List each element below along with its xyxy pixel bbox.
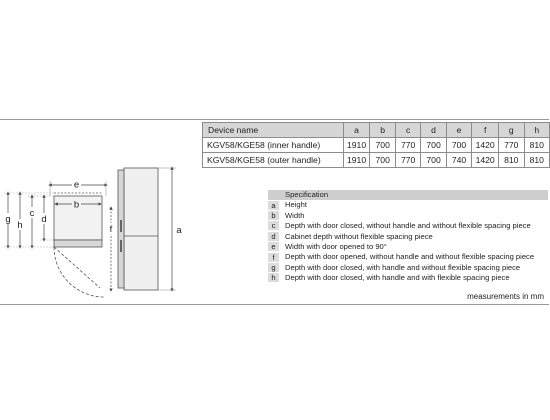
label-h: h: [17, 220, 23, 231]
door-swing-arc: [54, 247, 104, 297]
cell-b: 700: [370, 138, 395, 153]
legend-key: c: [268, 221, 279, 230]
label-f: f: [109, 224, 113, 235]
header-h: h: [524, 123, 550, 138]
legend-key: f: [268, 253, 279, 262]
header-f: f: [472, 123, 499, 138]
cell-a: 1910: [343, 153, 370, 168]
dimension-table: [202, 122, 550, 168]
cell-a: 1910: [343, 138, 370, 153]
legend-text: Depth with door closed, without handle and without flexible spacing piece: [285, 221, 531, 231]
header-c: c: [395, 123, 420, 138]
units-note: measurements in mm: [467, 292, 544, 301]
label-d: d: [41, 214, 47, 225]
specification-title: Specification: [268, 190, 548, 200]
specification-legend: [268, 190, 548, 283]
legend-row: [268, 210, 548, 220]
cell-f: 1420: [472, 153, 499, 168]
door-top-view: [54, 240, 102, 247]
legend-key: d: [268, 232, 279, 241]
cell-f: 1420: [472, 138, 499, 153]
legend-key: g: [268, 263, 279, 272]
header-g: g: [499, 123, 524, 138]
label-c: c: [29, 208, 35, 219]
cell-b: 700: [370, 153, 395, 168]
door-open-line: [54, 247, 100, 288]
cell-h: 810: [524, 153, 550, 168]
label-a: a: [176, 225, 182, 236]
legend-text: Depth with door closed, with handle and without flexible spacing piece: [285, 262, 521, 272]
legend-row: [268, 221, 548, 231]
header-b: b: [370, 123, 395, 138]
cell-d: 700: [421, 153, 446, 168]
cell-e: 700: [446, 138, 471, 153]
cell-c: 770: [395, 138, 420, 153]
legend-row: [268, 273, 548, 283]
side-view: [118, 168, 158, 290]
legend-key: a: [268, 201, 279, 210]
model-name: KGV58/KGE58 (outer handle): [203, 153, 344, 168]
legend-key: h: [268, 273, 279, 282]
cell-g: 770: [499, 138, 524, 153]
table-row: [203, 153, 550, 168]
cell-g: 810: [499, 153, 524, 168]
cell-h: 810: [524, 138, 550, 153]
table-row: [203, 138, 550, 153]
cell-d: 700: [421, 138, 446, 153]
legend-text: Depth with door opened, without handle and without flexible spacing piece: [285, 252, 535, 262]
legend-text: Cabinet depth without flexible spacing piece: [285, 231, 433, 241]
label-e: e: [73, 179, 80, 191]
cell-e: 740: [446, 153, 471, 168]
table-header-row: [203, 123, 550, 138]
legend-text: Width with door opened to 90°: [285, 241, 387, 251]
legend-row: [268, 252, 548, 262]
header-device-name: Device name: [203, 123, 344, 138]
cell-c: 770: [395, 153, 420, 168]
header-a: a: [343, 123, 370, 138]
header-e: e: [446, 123, 471, 138]
cabinet-side-view: [124, 168, 158, 290]
legend-text: Height: [285, 200, 307, 210]
legend-row: [268, 231, 548, 241]
legend-key: b: [268, 211, 279, 220]
model-name: KGV58/KGE58 (inner handle): [203, 138, 344, 153]
legend-row: [268, 242, 548, 252]
legend-text: Depth with door closed, with handle and with flexible spacing piece: [285, 273, 510, 283]
legend-row: [268, 200, 548, 210]
legend-row: [268, 262, 548, 272]
label-g: g: [5, 214, 11, 225]
fridge-dimension-drawing: [0, 160, 200, 300]
legend-key: e: [268, 242, 279, 251]
legend-text: Width: [285, 210, 305, 220]
label-b: b: [73, 199, 80, 211]
header-d: d: [421, 123, 446, 138]
